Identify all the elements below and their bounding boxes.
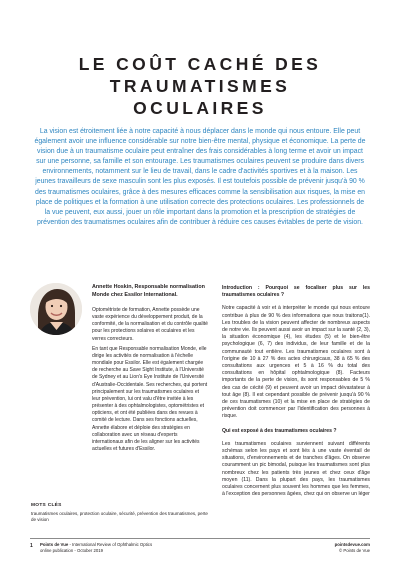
- article-body: [222, 285, 370, 505]
- author-bio: [92, 307, 208, 456]
- copyright: © Points de Vue: [339, 547, 370, 553]
- bio-paragraph: Optométriste de formation, Annette possède une vaste expérience du développement produit, de la conformité, de la normalisation et du contrôle qualité pour les protections solaires et oculaires et les verres correcteurs.: [92, 307, 208, 342]
- flag-icon: [77, 294, 84, 299]
- keywords-label: MOTS CLÉS: [31, 503, 62, 508]
- footer-publication: [40, 542, 152, 553]
- journal-name: Points de Vue: [40, 542, 69, 547]
- bio-paragraph: En tant que Responsable normalisation Monde, elle dirige les activités de normalisation à l'échelle mondiale pour Essilor. Elle est également chargée de recherche au Save Sight Institute, à l'Université de Sydney et au Lion's Eye Institute de l'Université d'Australie-Occidentale. Ses recherches, qui portent principalement sur les traumatismes oculaires et leur prévention, lui ont valu d'être invitée à les présenter à des ophtalmologistes, optométristes et opticiens, et ont été publiées dans des revues à comité de lecture. Dans ses fonctions actuelles, Annette élabore et déploie des stratégies en collaboration avec un réseau d'experts internationaux afin de les aligner sur les activités actuelles et futures d'Essilor.: [92, 345, 208, 452]
- body-paragraph: Notre capacité à voir et à interpréter le monde qui nous entoure contribue à plus de 90 % des informations que nous traitons(1). Les troubles de la vision peuvent affecter de nombreux aspects de notre vie. Ils peuvent aussi avoir un impact sur la santé (2, 3), la situation économique (4), les études (5) et le bien-être psychologique (6, 7) des individus, de leur famille et de la communauté tout entière. Les traumatismes oculaires sont à l'origine de 10 à 27 % des actes chirurgicaux, 38 à 65 % des consultations aux urgences et 5 à 16 % du total des consultations en hôpital ophtalmologique (8). Facteurs importants de la perte de vision, ils sont responsables de 5 % des cas de cécité (9) et peuvent avoir un impact dévastateur à tout âge (8). Il est cependant possible de prévenir jusqu'à 90 % de ces traumatismes (10) et la mise en place de stratégies de prévention doit commencer par l'identification des personnes à risque.: [222, 305, 370, 420]
- section-heading: Qui est exposé à des traumatismes oculaires ?: [222, 427, 337, 434]
- author-name: Annette Hoskin, Responsable normalisation Monde chez Essilor International.: [92, 284, 205, 298]
- title-line-3: OCULAIRES: [133, 98, 267, 118]
- title-line-2: TRAUMATISMES: [109, 76, 291, 96]
- footer-divider: [30, 538, 370, 539]
- article-title: [40, 53, 360, 119]
- page-number: 1: [30, 543, 33, 549]
- body-paragraph: Les traumatismes oculaires surviennent suivant différents schémas selon les pays et sont liés à une vaste éventail de situations, d'environnements et de tranches d'âges. On observe couramment un pic bimodal, puisque les traumatismes sont plus nombreux chez les patients très jeunes et chez ceux d'âge moyen (11). Dans la plupart des pays, les traumatismes oculaires concernent plus souvent les hommes que les femmes, à l'exception des personnes âgées, chez qui on observe un léger: [222, 440, 370, 498]
- keywords-text: traumatismes oculaires, protection oculaire, sécurité, prévention des traumatismes, perte de vision: [31, 511, 208, 523]
- publication-date: online publication - October 2019: [40, 547, 104, 553]
- section-heading: Introduction : Pourquoi se focaliser plus sur les traumatismes oculaires ?: [222, 285, 370, 299]
- site-link[interactable]: pointsdevue.com: [334, 542, 370, 547]
- intro-paragraph: La vision est étroitement liée à notre capacité à nous déplacer dans le monde qui nous entoure. Elle peut également avoir une influence considérable sur notre bien-être mental, physique et économique. La perte de vision due à un traumatisme oculaire peut entraîner des frais considérables à long terme et avoir un impact sur une personne, sa famille et son entourage. Les traumatismes oculaires peuvent se produire dans divers environnements, notamment sur le lieu de travail, dans le cadre d'activités sportives et à la maison. Les jeunes travailleurs de sexe masculin sont les plus exposés. Il est toutefois possible de prévenir jusqu'à 90 % des traumatismes oculaires, grâce à des mesures efficaces comme la sensibilisation aux risques, la mise en place de politiques et la formation à une utilisation correcte des protections oculaires. Les professionnels de la vue peuvent, eux aussi, jouer un rôle important dans la promotion et la prescription de stratégies de prévention des traumatismes oculaires afin de contribuer à réduire ces causes évitables de perte de vision.: [34, 128, 366, 226]
- author-photo: [30, 283, 82, 335]
- journal-subtitle: - International Review of Ophthalmic Optics: [68, 542, 153, 547]
- title-line-1: LE COÛT CACHÉ DES: [78, 54, 322, 74]
- footer-site: [335, 542, 370, 553]
